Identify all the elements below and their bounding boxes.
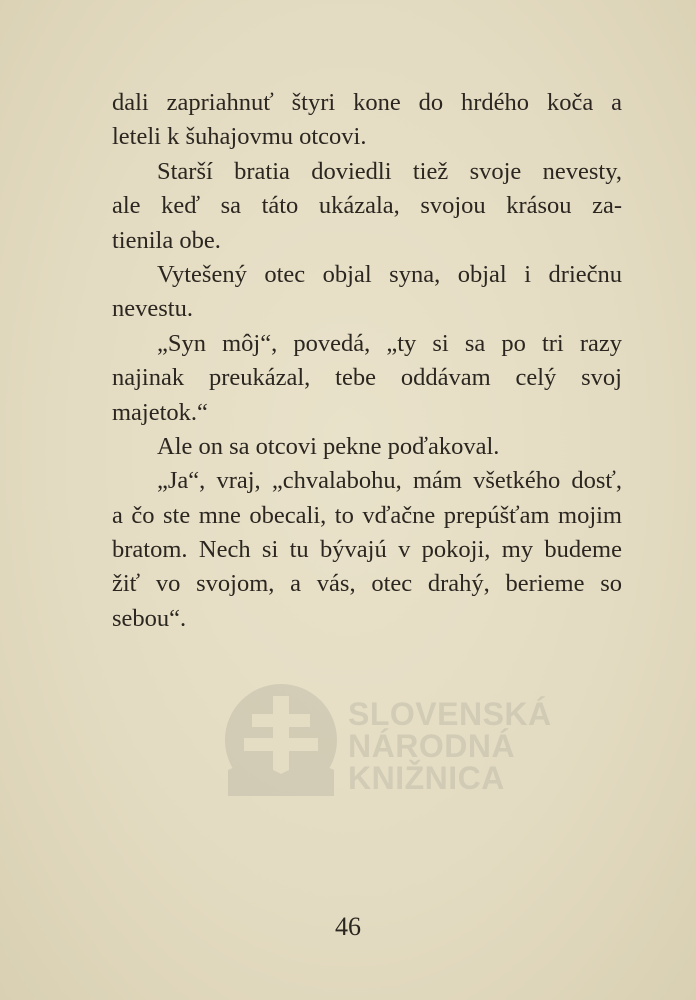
text-line: najinak preukázal, tebe oddávam celý svoj: [112, 364, 622, 392]
text-line: a čo ste mne obecali, to vďačne prepúšťam mojim: [112, 501, 622, 529]
text-line: žiť vo svojom, a vás, otec drahý, berieme so: [112, 570, 622, 598]
page-number: 46: [335, 912, 361, 941]
text-line: tienila obe.: [112, 226, 221, 254]
text-line: nevestu.: [112, 295, 193, 323]
text-line: bratom. Nech si tu bývajú v pokoji, my budeme: [112, 536, 622, 564]
watermark-text: SLOVENSKÁ NÁRODNÁ KNIŽNICA: [348, 696, 552, 796]
text-line: „Ja“, vraj, „chvalabohu, mám všetkého dosť,: [157, 467, 622, 495]
text-line: majetok.“: [112, 398, 208, 426]
text-line: Ale on sa otcovi pekne poďakoval.: [157, 432, 500, 460]
text-line: leteli k šuhajovmu otcovi.: [112, 123, 367, 151]
text-line: dali zapriahnuť štyri kone do hrdého koča a: [112, 89, 622, 116]
double-cross-emblem-icon: [222, 678, 340, 818]
text-line: „Syn môj“, povedá, „ty si sa po tri razy: [157, 329, 622, 357]
text-line: Starší bratia doviedli tiež svoje nevesty,: [157, 157, 622, 185]
body-text: [112, 86, 622, 636]
text-line: sebou“.: [112, 604, 187, 632]
text-line: ale keď sa táto ukázala, svojou krásou za-: [112, 192, 622, 220]
text-line: Vytešený otec objal syna, objal i driečnu: [157, 260, 622, 288]
library-watermark: [222, 678, 552, 818]
